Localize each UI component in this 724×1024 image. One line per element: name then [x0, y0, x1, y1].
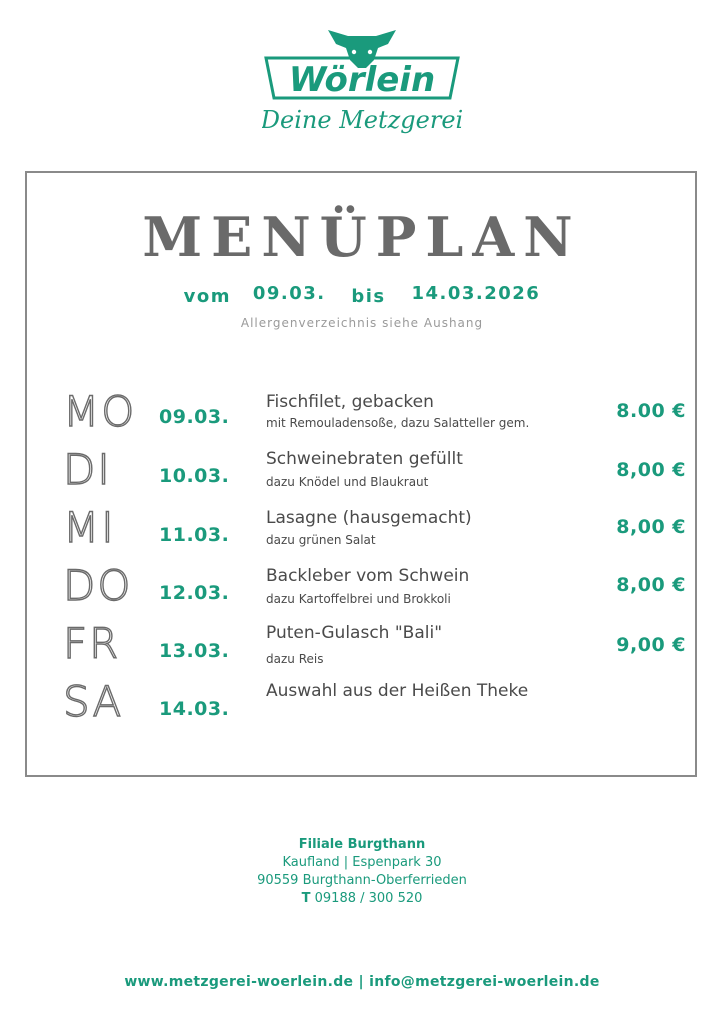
- menu-row-di: [0, 446, 724, 504]
- branch-address-line1: Kaufland | Espenpark 30: [282, 855, 442, 870]
- logo-wordmark: Wörlein: [288, 60, 436, 100]
- phone-number: 09188 / 300 520: [314, 891, 423, 906]
- weekday-label: SA: [63, 677, 124, 726]
- menu-row-mo: [0, 388, 724, 446]
- date-range-start: 09.03.: [252, 283, 326, 304]
- date-range-end: 14.03.2026: [411, 283, 541, 304]
- menu-row-do: [0, 562, 724, 620]
- dish-price: 9,00 €: [616, 634, 686, 656]
- dish-name: Puten-Gulasch "Bali": [266, 623, 443, 643]
- dish-name: Auswahl aus der Heißen Theke: [266, 681, 529, 701]
- phone-label: T: [301, 891, 311, 906]
- menu-date: 11.03.: [159, 524, 230, 546]
- menu-date: 14.03.: [159, 698, 230, 720]
- dish-name: Schweinebraten gefüllt: [266, 449, 463, 469]
- date-range: [0, 283, 724, 307]
- dish-name: Lasagne (hausgemacht): [266, 508, 472, 528]
- date-range-from-label: vom: [183, 286, 232, 307]
- dish-name: Backleber vom Schwein: [266, 566, 470, 586]
- branch-name: Filiale Burgthann: [298, 837, 426, 852]
- weekday-label: MI: [63, 503, 116, 552]
- contact-links[interactable]: www.metzgerei-woerlein.de | info@metzgerei-woerlein.de: [124, 974, 600, 990]
- branch-info: [0, 836, 724, 908]
- dish-side: dazu Kartoffelbrei und Brokkoli: [266, 592, 451, 606]
- menu-row-fr: [0, 620, 724, 678]
- dish-price: 8.00 €: [616, 400, 686, 422]
- weekday-label: DO: [63, 561, 133, 610]
- dish-price: 8,00 €: [616, 516, 686, 538]
- menu-row-mi: [0, 504, 724, 562]
- brand-logo: [262, 22, 462, 144]
- menu-date: 09.03.: [159, 406, 230, 428]
- page-title: MENÜPLAN: [142, 205, 582, 269]
- branch-phone: [0, 890, 724, 908]
- weekday-label: DI: [63, 445, 112, 494]
- dish-name: Fischfilet, gebacken: [266, 392, 434, 412]
- weekday-label: FR: [63, 619, 121, 668]
- dish-side: dazu grünen Salat: [266, 533, 376, 547]
- dish-side: dazu Knödel und Blaukraut: [266, 475, 429, 489]
- logo-tagline: Deine Metzgerei: [262, 106, 462, 134]
- dish-side: mit Remouladensoße, dazu Salatteller gem.: [266, 416, 530, 430]
- menu-date: 10.03.: [159, 465, 230, 487]
- dish-side: dazu Reis: [266, 652, 324, 666]
- dish-price: 8,00 €: [616, 459, 686, 481]
- dish-price: 8,00 €: [616, 574, 686, 596]
- menu-date: 12.03.: [159, 582, 230, 604]
- menu-date: 13.03.: [159, 640, 230, 662]
- date-range-to-label: bis: [351, 286, 386, 307]
- weekday-label: MO: [63, 387, 137, 436]
- allergen-note: Allergenverzeichnis siehe Aushang: [240, 316, 484, 330]
- menu-row-sa: [0, 678, 724, 736]
- branch-address-line2: 90559 Burgthann-Oberferrieden: [257, 873, 467, 888]
